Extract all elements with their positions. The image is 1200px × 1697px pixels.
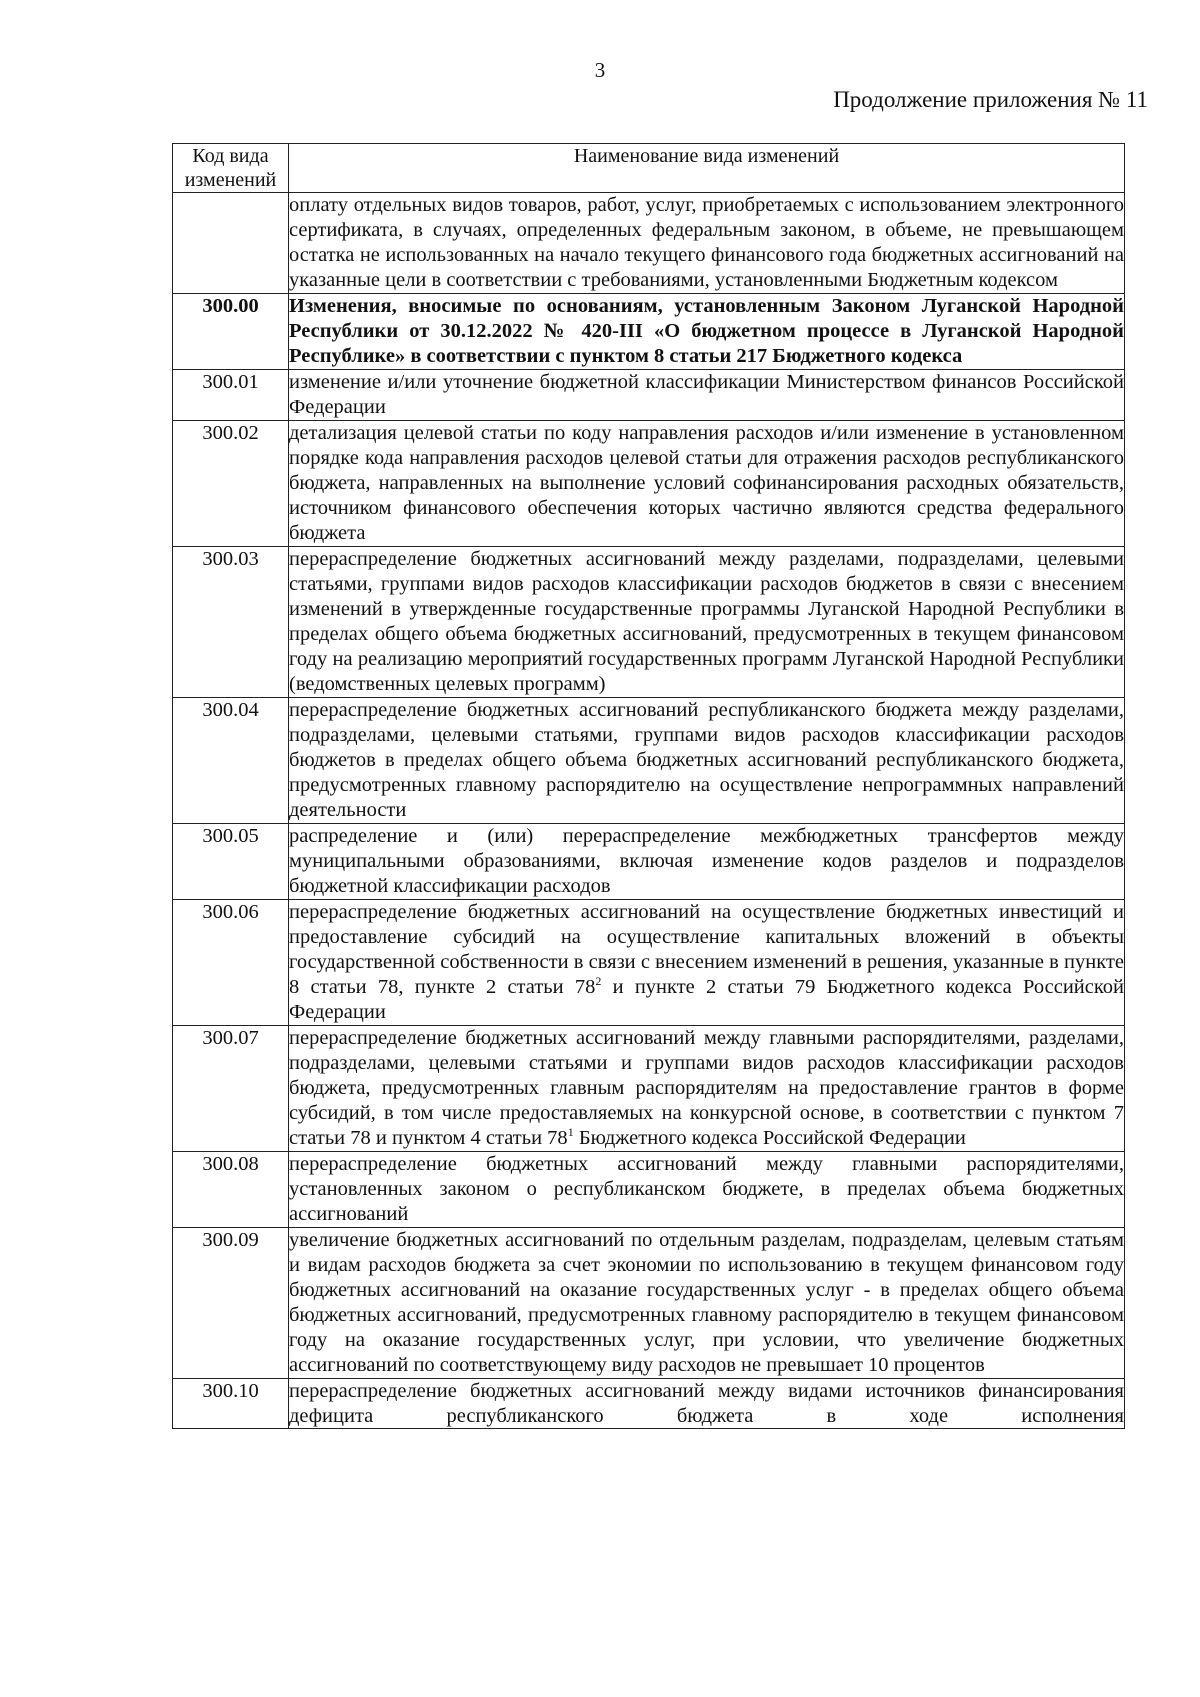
table-row: [173, 1379, 1125, 1429]
row-code: 300.00: [173, 294, 289, 370]
table-row: [173, 824, 1125, 900]
table-row: [173, 900, 1125, 1026]
table-row: [173, 1026, 1125, 1152]
table-row: [173, 698, 1125, 824]
row-code: 300.09: [173, 1228, 289, 1379]
row-description: оплату отдельных видов товаров, работ, услуг, приобретаемых с использованием электронного сертификата, в случаях, определенных федеральным законом, в объеме, не превышающем остатка не использованных на начало текущего финансового года бюджетных ассигнований на указанные цели в соответствии с требованиями, установленными Бюджетным кодексом: [289, 193, 1125, 294]
table-row: [173, 1152, 1125, 1228]
table-row: [173, 547, 1125, 698]
row-description: распределение и (или) перераспределение межбюджетных трансфертов между муниципальными образованиями, включая изменение кодов разделов и подразделов бюджетной классификации расходов: [289, 824, 1125, 900]
row-code: 300.02: [173, 421, 289, 547]
column-header-code: [173, 144, 289, 193]
page-number: 3: [594, 58, 606, 82]
row-description: [289, 900, 1125, 1026]
column-header-name: Наименование вида изменений: [289, 144, 1125, 193]
row-text-part: перераспределение бюджетных ассигнований на осуществление бюджетных инвестиций и предоставление субсидий на осуществление капитальных вложений в объекты государственной собственности в связи с внесением изменений в решения, указанные в пункте 8 статьи 78, пункте 2 статьи 78: [289, 901, 1124, 998]
superscript-index: 1: [567, 1125, 574, 1139]
row-code: [173, 193, 289, 294]
row-description: [289, 1026, 1125, 1152]
column-header-code-line1: Код вида: [192, 145, 269, 167]
table-header-row: [173, 144, 1125, 193]
superscript-index: 2: [595, 974, 602, 988]
row-description: изменение и/или уточнение бюджетной классификации Министерством финансов Российской Федерации: [289, 370, 1125, 421]
row-description: Изменения, вносимые по основаниям, установленным Законом Луганской Народной Республики от 30.12.2022 № 420-III «О бюджетном процессе в Луганской Народной Республике» в соответствии с пунктом 8 статьи 217 Бюджетного кодекса: [289, 294, 1125, 370]
row-code: 300.01: [173, 370, 289, 421]
table-row: [173, 421, 1125, 547]
appendix-continuation-label: Продолжение приложения № 11: [833, 87, 1148, 112]
row-code: 300.07: [173, 1026, 289, 1152]
row-description: перераспределение бюджетных ассигнований республиканского бюджета между разделами, подразделами, целевыми статьями, группами видов расходов классификации расходов бюджетов в пределах общего объема бюджетных ассигнований республиканского бюджета, предусмотренных главному распорядителю на осуществление непрограммных направлений деятельности: [289, 698, 1125, 824]
row-text-part: перераспределение бюджетных ассигнований между главными распорядителями, разделами, подразделами, целевыми статьями и группами видов расходов классификации расходов бюджета, предусмотренных главным распорядителям на предоставление грантов в форме субсидий, в том числе предоставляемых на конкурсной основе, в соответствии с пунктом 7 статьи 78 и пунктом 4 статьи 78: [289, 1027, 1124, 1149]
row-description: перераспределение бюджетных ассигнований между разделами, подразделами, целевыми статьями, группами видов расходов классификации расходов бюджетов в связи с внесением изменений в утвержденные государственные программы Луганской Народной Республики в пределах общего объема бюджетных ассигнований, предусмотренных в текущем финансовом году на реализацию мероприятий государственных программ Луганской Народной Республики (ведомственных целевых программ): [289, 547, 1125, 698]
row-text-part: и пункте 2 статьи 79 Бюджетного кодекса Российской Федерации: [289, 976, 1124, 1023]
row-code: 300.04: [173, 698, 289, 824]
row-code: 300.06: [173, 900, 289, 1026]
table-row-section: [173, 294, 1125, 370]
row-code: 300.08: [173, 1152, 289, 1228]
column-header-code-line2: изменений: [184, 169, 277, 191]
row-text-part: Бюджетного кодекса Российской Федерации: [573, 1127, 966, 1149]
row-description: увеличение бюджетных ассигнований по отдельным разделам, подразделам, целевым статьям и видам расходов бюджета за счет экономии по использованию в текущем финансовом году бюджетных ассигнований на оказание государственных услуг - в пределах общего объема бюджетных ассигнований, предусмотренных главному распорядителю в текущем финансовом году на оказание государственных услуг, при условии, что увеличение бюджетных ассигнований по соответствующему виду расходов не превышает 10 процентов: [289, 1228, 1125, 1379]
table-row: [173, 193, 1125, 294]
row-description-text: перераспределение бюджетных ассигнований между видами источников финансирования дефицита республиканского бюджета в ходе исполнения: [289, 1380, 1124, 1427]
row-code: 300.10: [173, 1379, 289, 1429]
row-description: [289, 1379, 1125, 1429]
row-code: 300.03: [173, 547, 289, 698]
table-row: [173, 370, 1125, 421]
row-description: детализация целевой статьи по коду направления расходов и/или изменение в установленном порядке кода направления расходов целевой статьи для отражения расходов республиканского бюджета, направленных на выполнение условий софинансирования расходных обязательств, источником финансового обеспечения которых частично являются средства федерального бюджета: [289, 421, 1125, 547]
row-code: 300.05: [173, 824, 289, 900]
table-row: [173, 1228, 1125, 1379]
changes-table: [172, 143, 1125, 1429]
row-description: перераспределение бюджетных ассигнований между главными распорядителями, установленных законом о республиканском бюджете, в пределах объема бюджетных ассигнований: [289, 1152, 1125, 1228]
